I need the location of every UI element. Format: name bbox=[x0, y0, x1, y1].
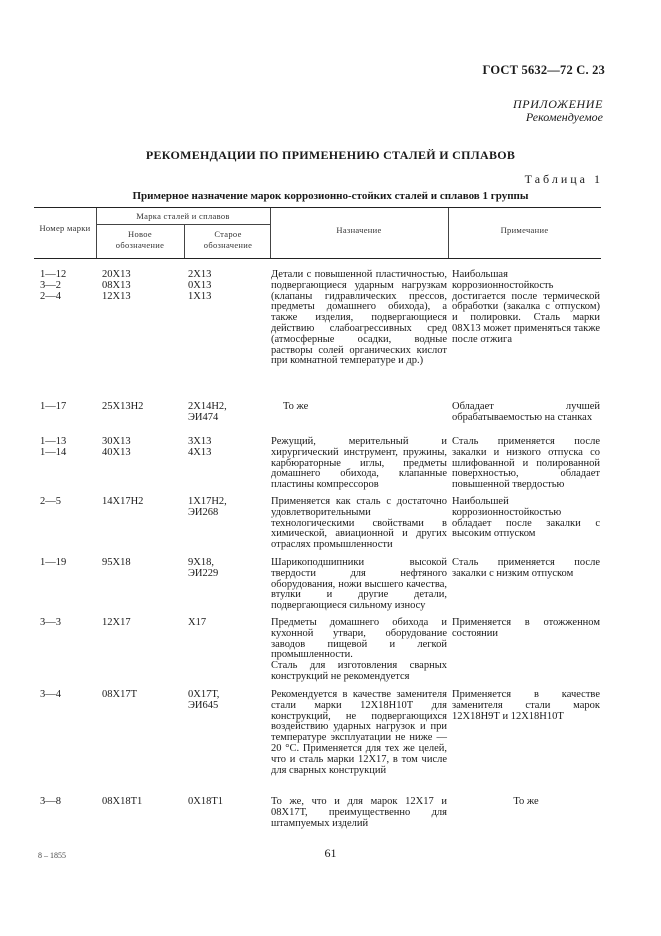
grade-note: Наибольшая коррозионностойкость достигается после термической обработки (закалка с отпуском) и полировки. Сталь марки 08Х13 может применяться также после отжига bbox=[452, 269, 600, 345]
table-number: Таблица 1 bbox=[524, 172, 603, 186]
grade-number: 3—8 bbox=[40, 796, 61, 807]
table-caption: Примерное назначение марок коррозионно-стойких сталей и сплавов 1 группы bbox=[132, 190, 529, 202]
grade-old: 2Х13 0Х13 1Х13 bbox=[188, 269, 212, 302]
grade-number: 3—4 bbox=[40, 689, 61, 700]
grade-old: 3Х13 4Х13 bbox=[188, 436, 212, 458]
column-header-number: Номер марки bbox=[39, 223, 91, 233]
grade-purpose: То же bbox=[283, 401, 309, 412]
column-header-old: Старое обозначение bbox=[203, 229, 253, 250]
header-divider bbox=[96, 224, 270, 225]
grade-old: Х17 bbox=[188, 617, 207, 628]
document-title: РЕКОМЕНДАЦИИ ПО ПРИМЕНЕНИЮ СТАЛЕЙ И СПЛАВОВ bbox=[145, 148, 516, 162]
grade-purpose: Детали с повышенной пластичностью, подвергающиеся ударным нагрузкам (клапаны гидравлических прессов, предметы домашнего обихода), а также изделия, подвергающиеся действию слабоагрессивных сред (атмосферные осадки, водные растворы солей органических кислот при комнатной температуре и др.) bbox=[271, 269, 447, 367]
table-header bbox=[34, 207, 601, 259]
grade-new: 08Х17Т bbox=[102, 689, 137, 700]
grade-old: 9Х18, ЭИ229 bbox=[188, 557, 219, 579]
grade-purpose: Предметы домашнего обихода и кухонной утвари, оборудование заводов пищевой и легкой промышленности. Сталь для изготовления сварных конструкций не рекомендуется bbox=[271, 617, 447, 682]
grade-note: Наибольшей коррозионностойкостью обладает после закалки с высоким отпуском bbox=[452, 496, 600, 540]
grade-number: 1—12 3—2 2—4 bbox=[40, 269, 67, 302]
grade-purpose: Рекомендуется в качестве заменителя стали марки 12Х18Н10Т для конструкций, не подвергающихся воздействию ударных нагрузок и при температуре эксплуатации не ниже —20 °С. Применяется для тех же целей, что и сталь марки 12Х17, в том числе для сварных конструкций bbox=[271, 689, 447, 776]
grade-number: 1—19 bbox=[40, 557, 67, 568]
running-header: ГОСТ 5632—72 С. 23 bbox=[482, 63, 605, 77]
appendix-status: Рекомендуемое bbox=[525, 110, 603, 124]
column-header-grade: Марка сталей и сплавов bbox=[136, 211, 230, 221]
grade-new: 25Х13Н2 bbox=[102, 401, 144, 412]
grade-new: 12Х17 bbox=[102, 617, 131, 628]
grade-number: 1—13 1—14 bbox=[40, 436, 67, 458]
grade-purpose: То же, что и для марок 12Х17 и 08Х17Т, преимущественно для штампуемых изделий bbox=[271, 796, 447, 829]
column-header-note: Примечание bbox=[500, 225, 549, 235]
grade-note: Применяется в качестве заменителя стали марок 12Х18Н9Т и 12Х18Н10Т bbox=[452, 689, 600, 722]
grade-new: 20Х13 08Х13 12Х13 bbox=[102, 269, 131, 302]
grade-number: 2—5 bbox=[40, 496, 61, 507]
grade-purpose: Применяется как сталь с достаточно удовлетворительными технологическими свойствами в химической, авиационной и других отраслях промышленности bbox=[271, 496, 447, 551]
grade-old: 1Х17Н2, ЭИ268 bbox=[188, 496, 227, 518]
grade-note: Обладает лучшей обрабатываемостью на станках bbox=[452, 401, 600, 423]
header-divider bbox=[184, 225, 185, 258]
column-header-new: Новое обозначение bbox=[115, 229, 165, 250]
print-code: 8 – 1855 bbox=[38, 851, 66, 860]
grade-old: 2Х14Н2, ЭИ474 bbox=[188, 401, 227, 423]
grade-old: 0Х17Т, ЭИ645 bbox=[188, 689, 220, 711]
appendix-label bbox=[513, 98, 603, 124]
grade-number: 3—3 bbox=[40, 617, 61, 628]
grade-purpose: Шарикоподшипники высокой твердости для нефтяного оборудования, ножи высшего качества, втулки и другие детали, подвергающиеся сильному износу bbox=[271, 557, 447, 612]
grade-note: Сталь применяется после закалки с низким отпуском bbox=[452, 557, 600, 579]
grade-purpose: Режущий, мерительный и хирургический инструмент, пружины, карбюраторные иглы, предметы домашнего обихода, клапанные пластины компрессоров bbox=[271, 436, 447, 491]
grade-note: Сталь применяется после закалки и низкого отпуска со шлифованной и полированной поверхностью, обладает повышенной твердостью bbox=[452, 436, 600, 491]
appendix-title: ПРИЛОЖЕНИЕ bbox=[513, 97, 603, 111]
grade-old: 0Х18Т1 bbox=[188, 796, 223, 807]
grade-new: 30Х13 40Х13 bbox=[102, 436, 131, 458]
grade-note: Применяется в отожженном состоянии bbox=[452, 617, 600, 639]
grade-new: 14Х17Н2 bbox=[102, 496, 144, 507]
grade-new: 08Х18Т1 bbox=[102, 796, 143, 807]
grade-number: 1—17 bbox=[40, 401, 67, 412]
grade-new: 95Х18 bbox=[102, 557, 131, 568]
page-number: 61 bbox=[324, 846, 337, 860]
column-header-purpose: Назначение bbox=[336, 225, 382, 235]
grade-note: То же bbox=[513, 796, 539, 807]
